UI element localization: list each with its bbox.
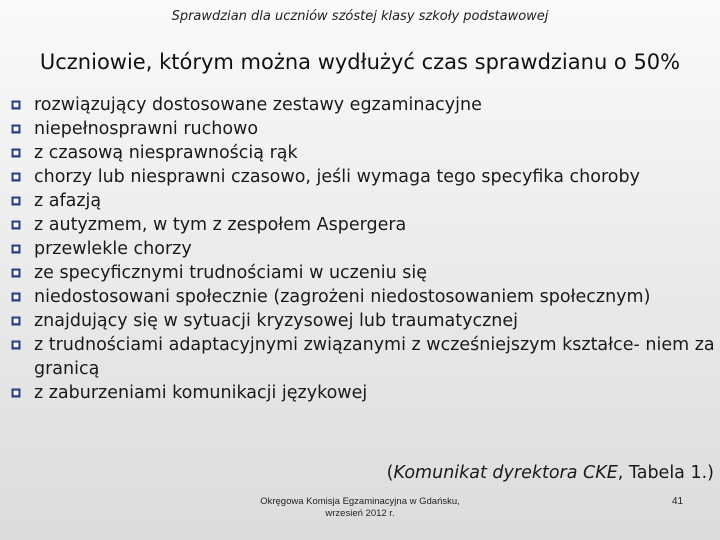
source-citation xyxy=(387,463,714,483)
list-item-text: z afazją xyxy=(34,191,102,211)
list-item-text: niepełnosprawni ruchowo xyxy=(34,119,259,139)
checkbox-square-icon xyxy=(11,388,21,398)
list-item-text: przewlekle chorzy xyxy=(34,239,192,259)
checkbox-square-icon xyxy=(11,196,21,206)
list-item-text: niedostosowani społecznie (zagrożeni niedostosowaniem społecznym) xyxy=(34,287,651,307)
list-item xyxy=(8,333,718,381)
list-item xyxy=(8,141,718,165)
list-item xyxy=(8,309,718,333)
checkbox-square-icon xyxy=(11,148,21,158)
list-item xyxy=(8,93,718,117)
checkbox-square-icon xyxy=(11,124,21,134)
checkbox-square-icon xyxy=(11,220,21,230)
list-item-text: znajdujący się w sytuacji kryzysowej lub traumatycznej xyxy=(34,311,519,331)
list-item xyxy=(8,285,718,309)
page-number: 41 xyxy=(672,496,684,507)
footer-line-1: Okręgowa Komisja Egzaminacyjna w Gdańsku, xyxy=(260,496,460,507)
footer-organization xyxy=(240,496,480,520)
checkbox-square-icon xyxy=(11,172,21,182)
list-item-text: ze specyficznymi trudnościami w uczeniu się xyxy=(34,263,427,283)
source-title: Komunikat dyrektora CKE xyxy=(393,463,618,483)
footer-line-2: wrzesień 2012 r. xyxy=(325,508,395,519)
checkbox-square-icon xyxy=(11,340,21,350)
list-item-text: z trudnościami adaptacyjnymi związanymi z wcześniejszym kształce- niem za granicą xyxy=(34,335,715,379)
checkbox-square-icon xyxy=(11,100,21,110)
checkbox-square-icon xyxy=(11,292,21,302)
list-item-text: z zaburzeniami komunikacji językowej xyxy=(34,383,368,403)
list-item xyxy=(8,117,718,141)
list-item-text: z autyzmem, w tym z zespołem Aspergera xyxy=(34,215,407,235)
source-table: , Tabela 1.) xyxy=(617,463,714,483)
list-item xyxy=(8,189,718,213)
list-item xyxy=(8,213,718,237)
list-item-text: rozwiązujący dostosowane zestawy egzaminacyjne xyxy=(34,95,482,115)
checkbox-square-icon xyxy=(11,316,21,326)
slide-title: Uczniowie, którym można wydłużyć czas sprawdzianu o 50% xyxy=(39,50,681,74)
list-item xyxy=(8,165,718,189)
list-item-text: z czasową niesprawnością rąk xyxy=(34,143,298,163)
checkbox-square-icon xyxy=(11,268,21,278)
checkbox-square-icon xyxy=(11,244,21,254)
list-item xyxy=(8,381,718,405)
bullet-list xyxy=(8,93,718,405)
list-item xyxy=(8,261,718,285)
list-item xyxy=(8,237,718,261)
slide-header: Sprawdzian dla uczniów szóstej klasy szkoły podstawowej xyxy=(171,9,549,24)
source-open-paren: ( xyxy=(386,463,394,483)
list-item-text: chorzy lub niesprawni czasowo, jeśli wymaga tego specyfika choroby xyxy=(34,167,640,187)
